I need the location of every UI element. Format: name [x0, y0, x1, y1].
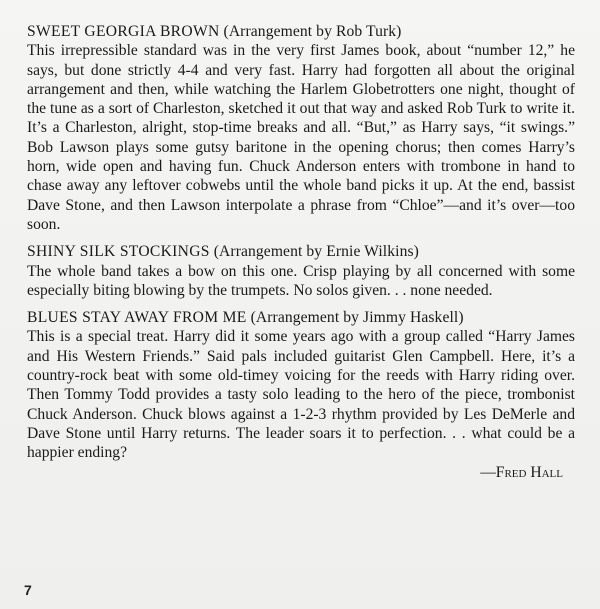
track-description: This is a special treat. Harry did it some years ago with a group called “Harry James and His Western Friends.” Said pals included guitarist Glen Campbell. Here, it’s a country-rock beat with some old-timey voicing for the reeds with Harry riding over. Then Tommy Todd provides a tasty solo leading to the hero of the piece, trombonist Chuck Anderson. Chuck blows against a 1-2-3 rhythm provided by Les DeMerle and Dave Stone until Harry returns. The leader soars it to perfection. . . what could be a happier ending?: [27, 328, 575, 462]
track-heading: [27, 242, 575, 261]
arrangement-credit: (Arrangement by Rob Turk): [223, 23, 402, 40]
track-notes-sweet-georgia-brown: [27, 22, 575, 234]
arrangement-credit: (Arrangement by Ernie Wilkins): [213, 243, 419, 261]
track-notes-shiny-silk-stockings: [27, 242, 575, 300]
track-notes-blues-stay-away-from-me: [27, 308, 575, 482]
liner-notes-content: [27, 22, 575, 490]
track-title: SWEET GEORGIA BROWN: [27, 23, 220, 40]
track-title: SHINY SILK STOCKINGS: [27, 243, 210, 261]
page-number: 7: [24, 582, 32, 598]
track-title: BLUES STAY AWAY FROM ME: [27, 309, 247, 327]
track-description: The whole band takes a bow on this one. Crisp playing by all concerned with some especially biting blowing by the trumpets. No solos given. . . none needed.: [27, 262, 575, 299]
track-heading: [27, 308, 575, 327]
author-attribution: [27, 463, 575, 482]
arrangement-credit: (Arrangement by Jimmy Haskell): [250, 309, 464, 327]
track-description: This irrepressible standard was in the very first James book, about “number 12,” he says, but done strictly 4-4 and very fast. Harry had forgotten all about the original arrangement and then, while watching the Harlem Globetrotters one night, thought of the tune as a sort of Charleston, sketched it out that way and asked Rob Turk to write it. It’s a Charleston, alright, stop-time breaks and all. “But,” as Harry says, “it swings.” Bob Lawson plays some gutsy baritone in the opening chorus; then comes Harry’s horn, wide open and having fun. Chuck Anderson enters with trombone in hand to chase away any leftover cobwebs until the whole band picks it up. At the end, bassist Dave Stone, and then Lawson interpolate a phrase from “Chloe”—and it’s over—too soon.: [27, 42, 575, 233]
track-heading: [27, 22, 575, 41]
author-name: —Fred Hall: [480, 463, 563, 481]
